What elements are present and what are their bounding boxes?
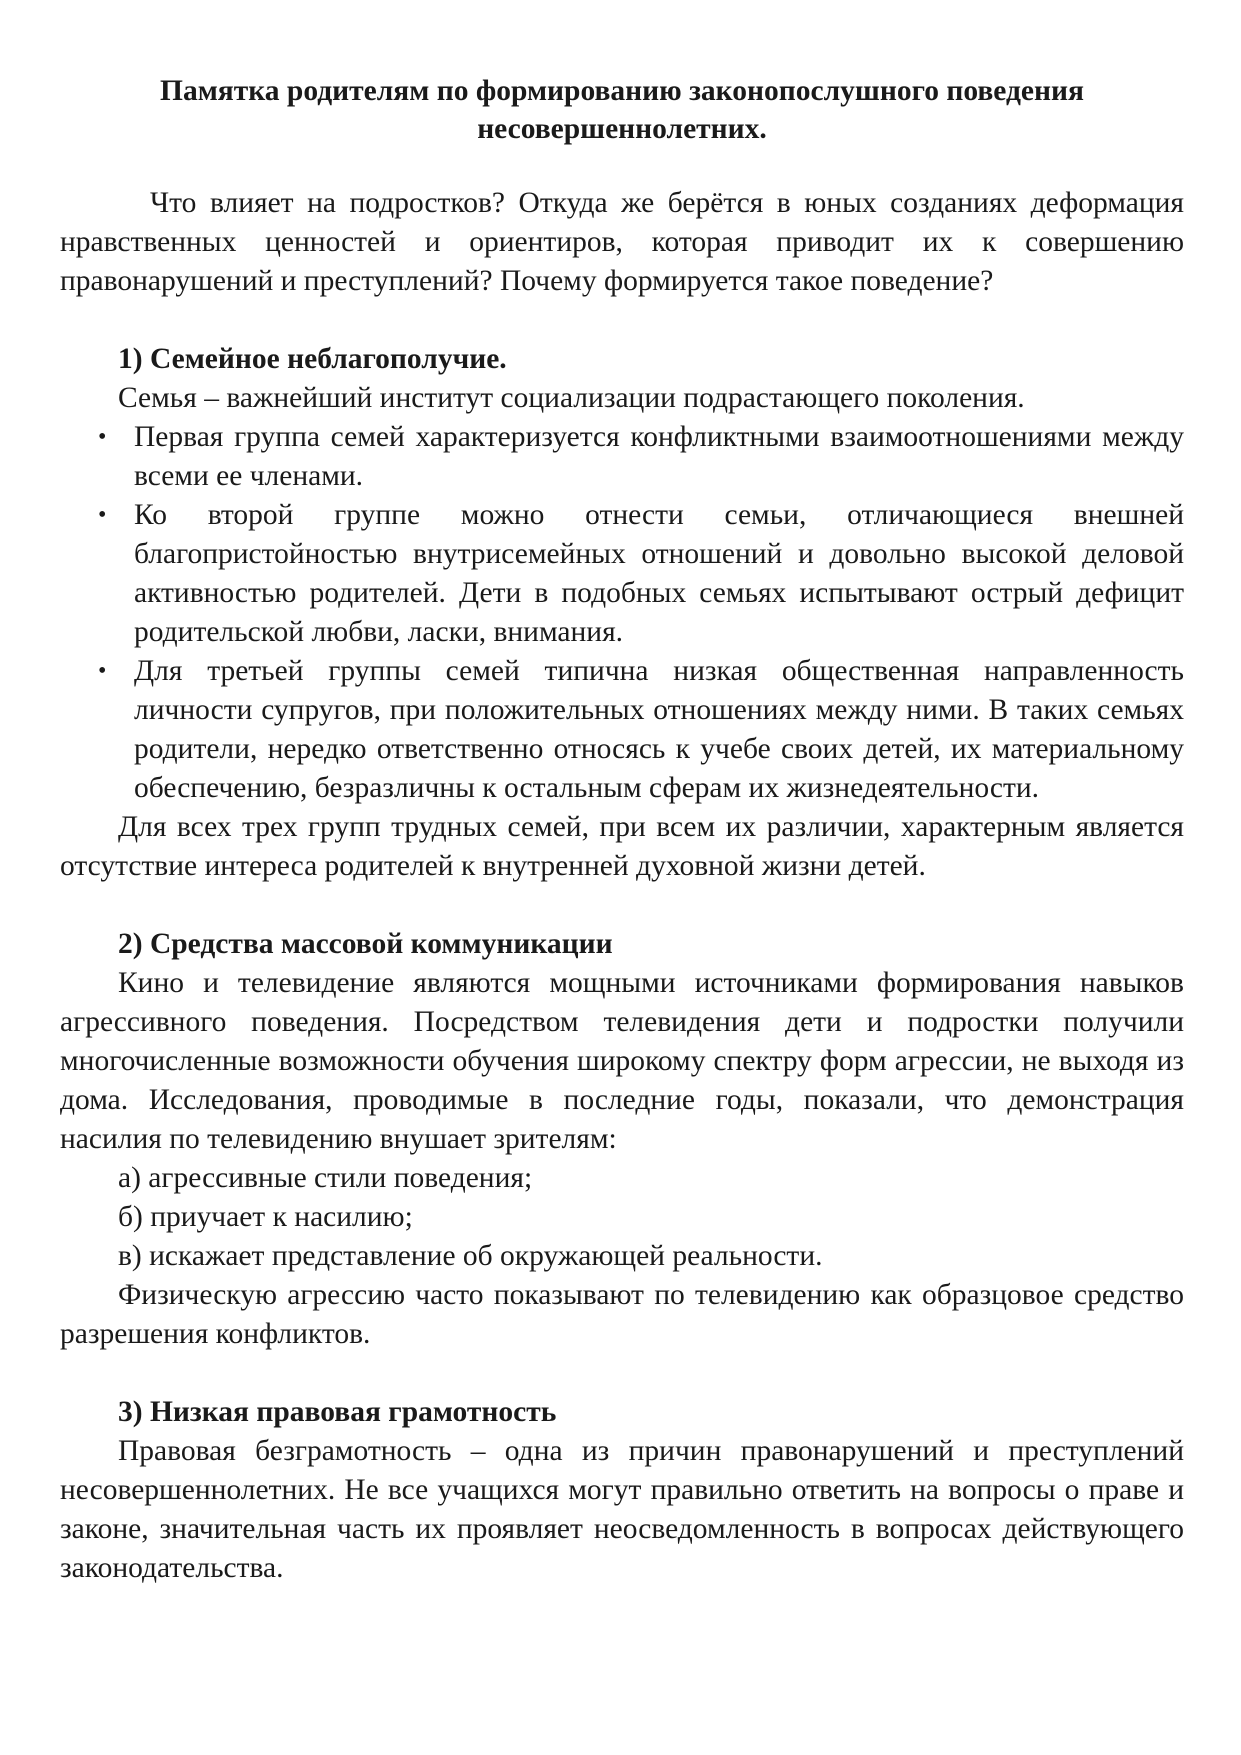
bullet-icon: •	[98, 658, 107, 684]
section-paragraph: Кино и телевидение являются мощными источниками формирования навыков агрессивного поведения. Посредством телевидения дети и подростки получили многочисленные возможности обучения широкому спектру форм агрессии, не выходя из дома. Исследования, проводимые в последние годы, показали, что демонстрация насилия по телевидению внушает зрителям:	[60, 967, 1184, 1155]
spacer	[60, 1354, 1184, 1393]
bullet-icon: •	[98, 502, 107, 528]
list-item	[60, 652, 1184, 808]
page-title	[60, 72, 1184, 148]
section-heading: 3) Низкая правовая грамотность	[118, 1396, 557, 1428]
bullet-icon: •	[98, 424, 107, 450]
bullet-list	[60, 418, 1184, 808]
intro-paragraph: Что влияет на подростков? Откуда же берётся в юных созданиях деформация нравственных ценностей и ориентиров, которая приводит их к совершению правонарушений и преступлений? Почему формируется такое поведение?	[60, 187, 1184, 297]
list-item-text: Первая группа семей характеризуется конфликтными взаимоотношениями между всеми ее членами.	[134, 421, 1184, 492]
section-heading: 1) Семейное неблагополучие.	[118, 343, 507, 375]
list-item-text: Для третьей группы семей типична низкая общественная направленность личности супругов, при положительных отношениях между ними. В таких семьях родители, нередко ответственно относясь к учебе своих детей, их материальному обеспечению, безразличны к остальным сферам их жизнедеятельности.	[134, 655, 1184, 804]
list-item: в) искажает представление об окружающей реальности.	[118, 1240, 823, 1272]
section-family	[60, 340, 1184, 886]
spacer	[60, 886, 1184, 925]
section-conclusion: Физическую агрессию часто показывают по телевидению как образцовое средство разрешения конфликтов.	[60, 1279, 1184, 1350]
document-page	[60, 72, 1184, 1588]
spacer	[60, 301, 1184, 340]
list-item: б) приучает к насилию;	[118, 1201, 413, 1233]
section-media	[60, 925, 1184, 1354]
title-line-2: несовершеннолетних.	[477, 113, 767, 145]
list-item	[60, 496, 1184, 652]
title-line-1: Памятка родителям по формированию законопослушного поведения	[160, 75, 1084, 107]
section-paragraph: Правовая безграмотность – одна из причин правонарушений и преступлений несовершеннолетних. Не все учащихся могут правильно ответить на вопросы о праве и законе, значительная часть их проявляет неосведомленность в вопросах действующего законодательства.	[60, 1435, 1184, 1584]
section-legal-literacy	[60, 1393, 1184, 1588]
section-heading: 2) Средства массовой коммуникации	[118, 928, 613, 960]
list-item-text: Ко второй группе можно отнести семьи, отличающиеся внешней благопристойностью внутрисемейных отношений и довольно высокой деловой активностью родителей. Дети в подобных семьях испытывают острый дефицит родительской любви, ласки, внимания.	[134, 499, 1184, 648]
section-lead: Семья – важнейший институт социализации подрастающего поколения.	[118, 382, 1025, 414]
list-item: а) агрессивные стили поведения;	[118, 1162, 533, 1194]
list-item	[60, 418, 1184, 496]
section-conclusion: Для всех трех групп трудных семей, при всем их различии, характерным является отсутствие интереса родителей к внутренней духовной жизни детей.	[60, 811, 1184, 882]
